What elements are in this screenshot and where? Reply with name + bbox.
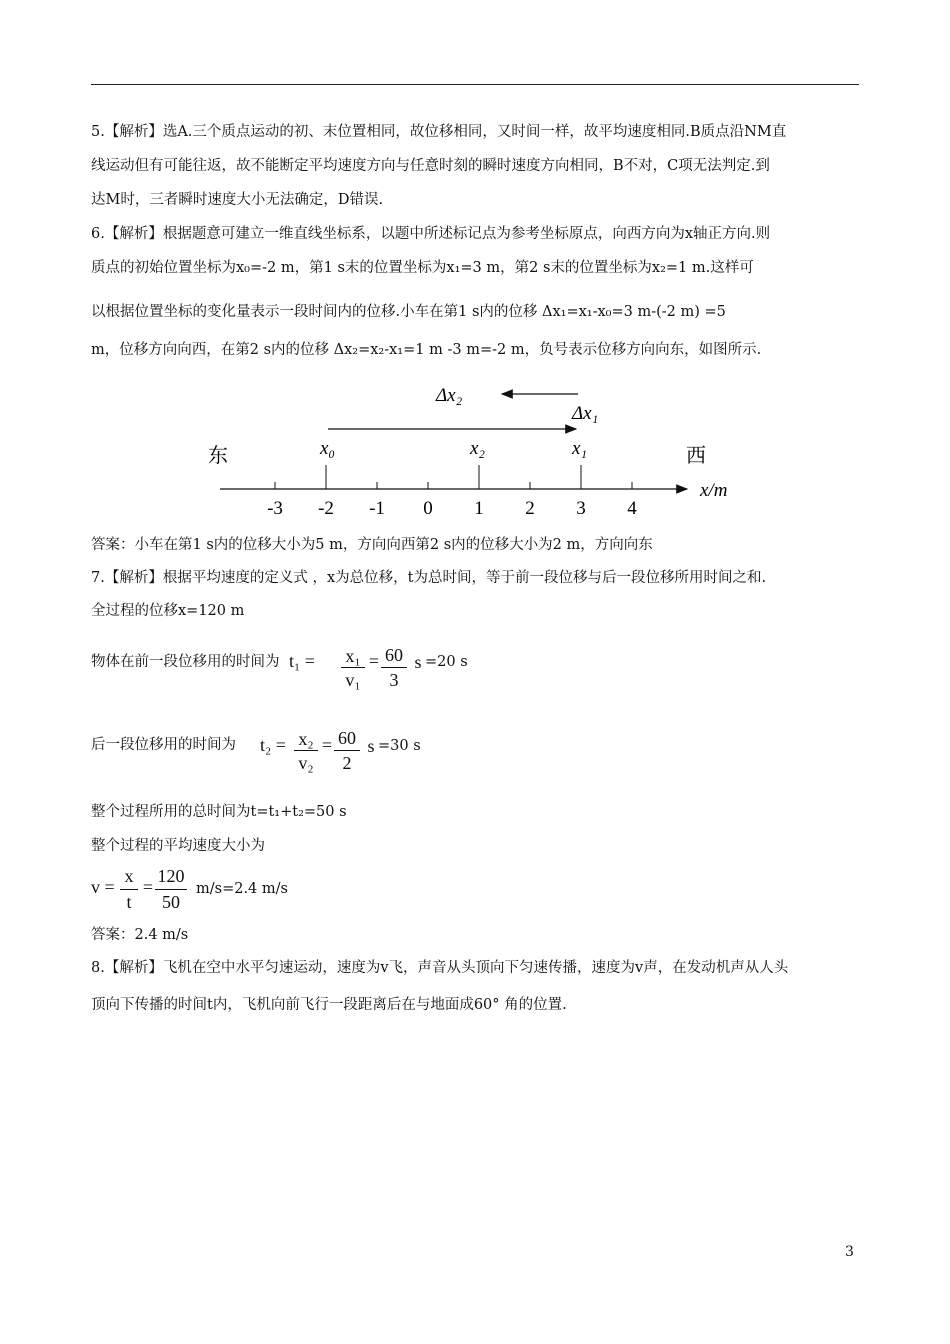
east-label: 东 [208, 445, 228, 467]
eq3-num1: x [124, 866, 134, 886]
text-line: 整个过程的平均速度大小为 [91, 838, 265, 854]
eq2-tail: =30 s [378, 738, 421, 754]
text-line: 质点的初始位置坐标为x₀=-2 m，第1 s末的位置坐标为x₁=3 m，第2 s末的位置坐标为x₂=1 m.这样可 [91, 260, 754, 276]
eq2-num1: x₂ [298, 729, 314, 749]
eq3-den2: 50 [162, 892, 180, 912]
eq1-num1: x₁ [345, 646, 361, 666]
eq1-num2: 60 [385, 645, 403, 665]
text-line: m，位移方向向西，在第2 s内的位移 Δx₂=x₂-x₁=1 m -3 m=-2 m，负号表示位移方向向东，如图所示. [91, 342, 762, 358]
marker-x1: x₁ [572, 438, 588, 459]
eq1-lhs: t₁ = [289, 651, 315, 671]
eq1-unit: s [414, 652, 422, 672]
tick-label: 2 [525, 498, 535, 519]
text-line: 线运动但有可能往返，故不能断定平均速度方向与任意时刻的瞬时速度方向相同，B不对，C项无法判定.到 [91, 158, 770, 174]
answer-7: 答案：2.4 m/s [91, 927, 189, 943]
eq2-eq: = [321, 735, 333, 755]
text-line: 整个过程所用的总时间为t=t₁+t₂=50 s [91, 804, 347, 820]
eq3-den1: t [126, 892, 132, 912]
text-line: 5.【解析】选A.三个质点运动的初、末位置相同，故位移相同，又时间一样，故平均速度相同.B质点沿NM直 [91, 124, 787, 140]
answer-6: 答案：小车在第1 s内的位移大小为5 m，方向向西第2 s内的位移大小为2 m，方向向东 [91, 537, 653, 553]
tick-label: -3 [267, 498, 283, 519]
eq1-den1: v₁ [345, 670, 361, 690]
header-rule [91, 84, 859, 85]
tick-label: 0 [423, 498, 433, 519]
eq1-tail: =20 s [425, 654, 468, 670]
eq2-unit: s [367, 736, 375, 756]
text-line: 7.【解析】根据平均速度的定义式 ，x为总位移，t为总时间，等于前一段位移与后一段位移所用时间之和. [91, 570, 767, 586]
fraction-bar [120, 889, 138, 890]
page-number: 3 [845, 1244, 854, 1260]
text-line: 达M时，三者瞬时速度大小无法确定，D错误. [91, 192, 384, 208]
tick-label: 3 [576, 498, 586, 519]
marker-x0: x₀ [320, 438, 336, 459]
fraction-bar [294, 750, 318, 751]
fraction-bar [155, 889, 187, 890]
eq3-eq: = [142, 877, 154, 897]
displacement-diagram [192, 372, 760, 520]
tick-label: 4 [627, 498, 637, 519]
text-line: 6.【解析】根据题意可建立一维直线坐标系，以题中所述标记点为参考坐标原点，向西方向为x轴正方向.则 [91, 226, 771, 242]
eq1-den2: 3 [389, 670, 399, 690]
tick-label: -2 [318, 498, 334, 519]
eq1-prefix: 物体在前一段位移用的时间为 [91, 654, 280, 670]
eq2-prefix: 后一段位移用的时间为 [91, 737, 236, 753]
fraction-bar [334, 750, 360, 751]
text-line: 顶向下传播的时间t内，飞机向前飞行一段距离后在与地面成60° 角的位置. [91, 997, 567, 1013]
eq2-num2: 60 [338, 728, 356, 748]
eq1-eq: = [368, 651, 380, 671]
text-line: 全过程的位移x=120 m [91, 603, 245, 619]
fraction-bar [381, 667, 407, 668]
eq3-num2: 120 [157, 866, 185, 886]
axis-label: x/m [700, 480, 728, 501]
eq2-den1: v₂ [298, 753, 314, 773]
eq3-lhs: v = [91, 877, 115, 897]
eq2-lhs: t₂ = [260, 735, 286, 755]
text-line: 8.【解析】飞机在空中水平匀速运动，速度为v飞，声音从头顶向下匀速传播，速度为v声，在发动机声从人头 [91, 960, 789, 976]
eq2-den2: 2 [342, 753, 352, 773]
marker-x2: x₂ [470, 438, 486, 459]
fraction-bar [341, 667, 365, 668]
dx2-label: Δx₂ [436, 385, 463, 406]
text-line: 以根据位置坐标的变化量表示一段时间内的位移.小车在第1 s内的位移 Δx₁=x₁-x₀=3 m-(-2 m) =5 [91, 304, 726, 320]
west-label: 西 [686, 445, 706, 467]
tick-label: 1 [474, 498, 484, 519]
dx1-label: Δx₁ [572, 403, 599, 424]
tick-label: -1 [369, 498, 385, 519]
eq3-tail: m/s=2.4 m/s [196, 881, 288, 897]
